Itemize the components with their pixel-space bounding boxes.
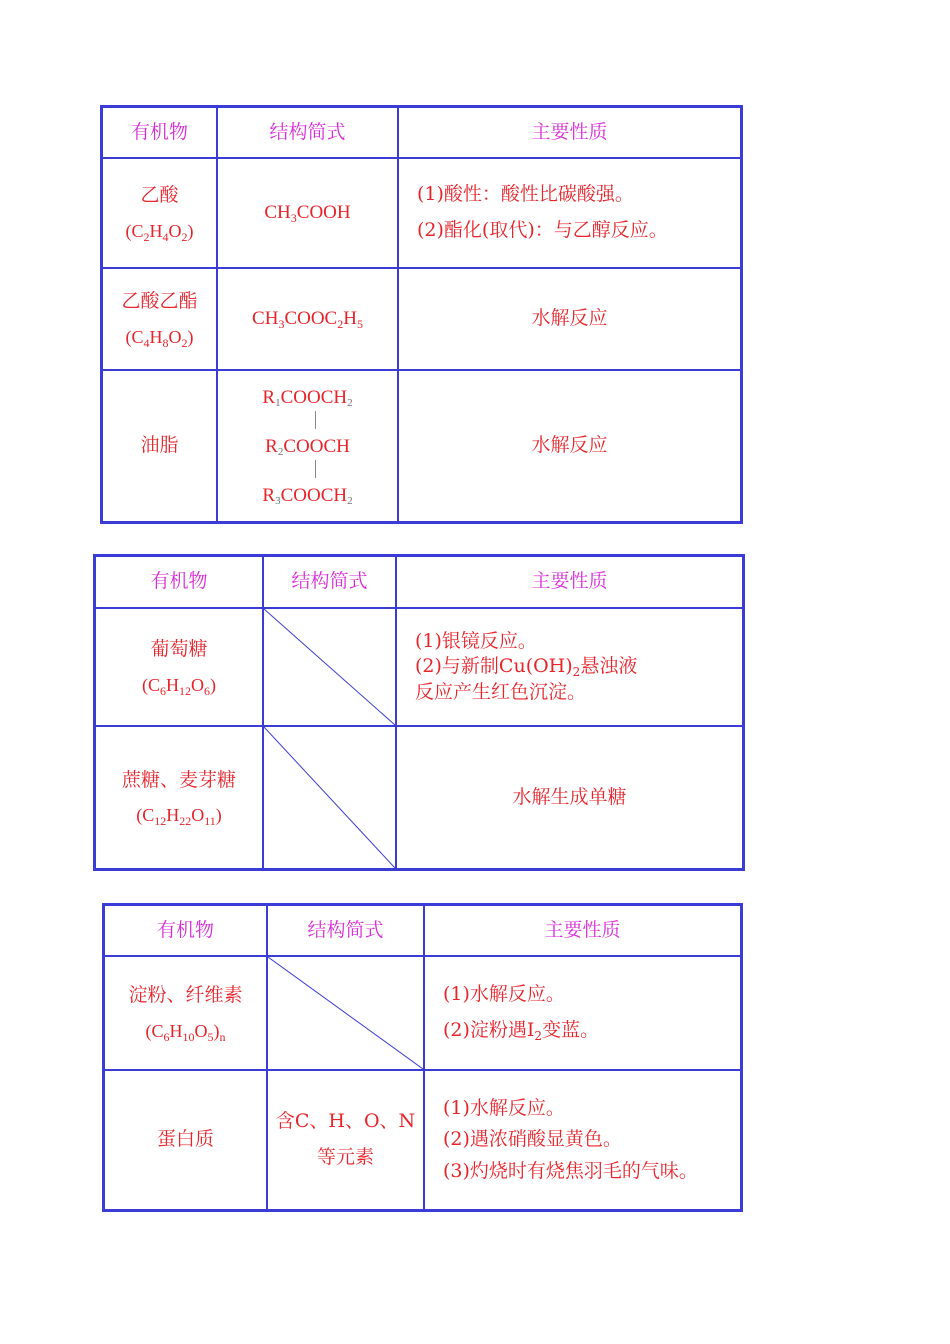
diagonal-line [264, 609, 395, 725]
molecular-formula: $(C_6H_{10}O_5)_n$ [145, 1020, 226, 1044]
compound-ethyl-acetate [102, 268, 217, 370]
properties-acetic-acid [398, 158, 741, 268]
property-line: (2)淀粉遇$I_2$变蓝。 [443, 1019, 600, 1043]
table-polysaccharides-protein [103, 904, 742, 1211]
structure-line: 等元素 [316, 1146, 374, 1168]
structure-sucrose-empty [263, 726, 396, 869]
compound-name: 乙酸乙酯 [121, 290, 198, 313]
properties-starch [424, 956, 741, 1070]
fat-line-1: $R_1COOCH_2$ [262, 386, 353, 409]
molecular-formula: $(C_2H_4O_2)$ [125, 220, 194, 244]
structure-fat [217, 370, 398, 522]
compound-acetic-acid [102, 158, 217, 268]
properties-glucose [396, 608, 743, 726]
properties-fat: 水解反应 [398, 370, 741, 522]
header-properties: 主要性质 [396, 556, 743, 608]
header-structure: 结构简式 [267, 905, 424, 956]
header-compound: 有机物 [95, 556, 263, 608]
properties-ethyl-acetate: 水解反应 [398, 268, 741, 370]
table-sugars [94, 555, 744, 870]
structure-acetic-acid: $CH_3COOH$ [217, 158, 398, 268]
table-acids-esters [101, 106, 742, 523]
compound-name: 蔗糖、麦芽糖 [121, 768, 236, 791]
header-structure: 结构简式 [217, 107, 398, 158]
property-line: (2)酯化(取代)：与乙醇反应。 [417, 219, 668, 241]
compound-protein: 蛋白质 [104, 1070, 267, 1210]
property-line: (3)灼烧时有烧焦羽毛的气味。 [443, 1159, 698, 1182]
compound-starch-cellulose [104, 956, 267, 1070]
bond-line [315, 460, 316, 478]
compound-name: 葡萄糖 [150, 638, 208, 661]
molecular-formula: $(C_6H_{12}O_6)$ [142, 674, 216, 698]
compound-glucose [95, 608, 263, 726]
property-line: (1)水解反应。 [443, 1096, 565, 1119]
structure-glucose-empty [263, 608, 396, 726]
header-compound: 有机物 [104, 905, 267, 956]
structure-protein [267, 1070, 424, 1210]
header-structure: 结构简式 [263, 556, 396, 608]
property-line: (1)酸性：酸性比碳酸强。 [417, 183, 634, 206]
compound-name: 乙酸 [140, 184, 179, 207]
compound-sucrose-maltose [95, 726, 263, 869]
structure-line: 含C、H、O、N [275, 1110, 416, 1133]
property-line: (1)水解反应。 [443, 983, 565, 1006]
properties-protein [424, 1070, 741, 1210]
header-properties: 主要性质 [398, 107, 741, 158]
properties-sucrose: 水解生成单糖 [396, 726, 743, 869]
property-line: (2)遇浓硝酸显黄色。 [443, 1128, 622, 1151]
molecular-formula: $(C_{12}H_{22}O_{11})$ [136, 805, 222, 829]
bond-line [315, 411, 316, 429]
fat-line-2: $R_2COOCH$ [265, 435, 350, 458]
fat-line-3: $R_3COOCH_2$ [262, 484, 353, 507]
property-line: (1)银镜反应。 [415, 629, 537, 652]
header-compound: 有机物 [102, 107, 217, 158]
property-line: (2)与新制$Cu(OH)_2$悬浊液 [415, 655, 638, 680]
structure-ethyl-acetate: $CH_3COOC_2H_5$ [217, 268, 398, 370]
property-line: 反应产生红色沉淀。 [415, 680, 587, 703]
compound-fat: 油脂 [102, 370, 217, 522]
diagonal-line [264, 727, 395, 868]
structure-starch-empty [267, 956, 424, 1070]
molecular-formula: $(C_4H_8O_2)$ [125, 326, 194, 350]
compound-name: 淀粉、纤维素 [128, 984, 243, 1007]
header-properties: 主要性质 [424, 905, 741, 956]
diagonal-line [268, 957, 423, 1069]
